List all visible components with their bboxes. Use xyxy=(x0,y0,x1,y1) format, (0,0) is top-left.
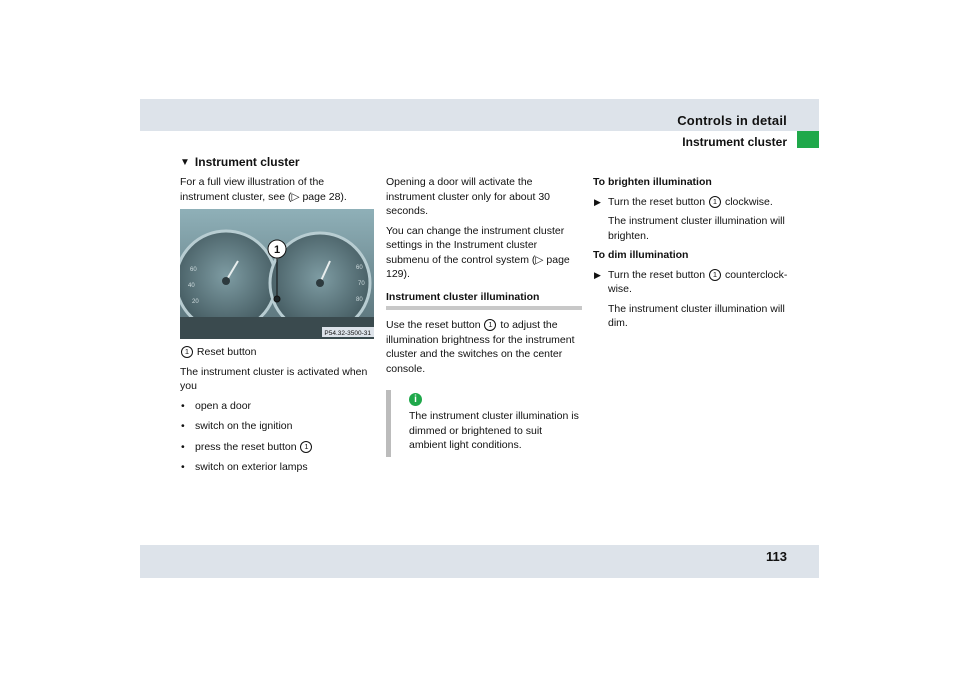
gauge-label: 60 xyxy=(356,265,363,271)
section-subtitle: Instrument cluster xyxy=(682,135,787,149)
instrument-cluster-photo xyxy=(180,209,374,339)
paragraph: Opening a door will activate the instrument cluster only for about 30 seconds. xyxy=(386,176,551,217)
triangle-down-icon: ▼ xyxy=(180,157,190,168)
callout-number: 1 xyxy=(484,319,496,331)
gauge-label: 60 xyxy=(190,267,197,273)
info-note xyxy=(386,390,582,457)
step-heading: To brighten illumination xyxy=(593,176,712,188)
info-icon: i xyxy=(409,393,422,406)
caption-text: Reset button xyxy=(196,346,257,358)
gauge-label: 80 xyxy=(356,297,363,303)
intro-text: For a full view illustration of the instrument cluster, see (▷ page 28). xyxy=(180,176,347,203)
step-result: The instrument cluster illumination will brighten. xyxy=(608,215,785,242)
page-number: 113 xyxy=(766,549,787,564)
list-item: ▶ Turn the reset button 1 counterclock-wise. xyxy=(594,268,788,295)
list-item: • open a door xyxy=(180,399,376,414)
column-1 xyxy=(180,175,376,481)
list-item: • press the reset button 1 xyxy=(180,440,376,455)
list-item: • switch on the ignition xyxy=(180,419,376,434)
section-heading xyxy=(180,155,300,169)
step-heading: To dim illumination xyxy=(593,249,689,261)
section-tab-marker xyxy=(797,131,819,148)
footer-bar xyxy=(140,545,819,578)
callout-number: 1 xyxy=(709,269,721,281)
column-2 xyxy=(386,175,582,457)
figure-code: P54.32-3500-31 xyxy=(324,330,371,337)
step-result: The instrument cluster illumination will dim. xyxy=(608,302,785,329)
paragraph: Use the reset button 1 to adjust the illumination brightness for the instrument cluster and the switches on the center console. xyxy=(386,319,575,375)
callout-number: 1 xyxy=(709,196,721,208)
activation-list xyxy=(180,399,376,475)
list-item: • switch on exterior lamps xyxy=(180,460,376,475)
gauge-label: 70 xyxy=(358,281,365,287)
figure-caption xyxy=(180,345,376,360)
callout-number: 1 xyxy=(181,346,193,358)
column-3 xyxy=(593,175,793,336)
arrow-right-icon: ▶ xyxy=(594,269,601,280)
instrument-cluster-figure xyxy=(180,209,374,339)
subheading: Instrument cluster illumination xyxy=(386,290,582,311)
gauge-label: 40 xyxy=(188,283,195,289)
section-heading-text: Instrument cluster xyxy=(194,155,300,169)
gauge-label: 20 xyxy=(192,299,199,305)
callout-number: 1 xyxy=(300,441,312,453)
arrow-right-icon: ▶ xyxy=(594,196,601,207)
chapter-title: Controls in detail xyxy=(677,113,787,128)
list-item: ▶ Turn the reset button 1 clockwise. xyxy=(594,195,773,208)
activation-text: The instrument cluster is activated when you xyxy=(180,365,368,392)
paragraph: You can change the instrument cluster settings in the Instrument cluster submenu of the control system (▷ page 129). xyxy=(386,224,570,280)
info-text: The instrument cluster illumination is dimmed or brightened to suit ambient light conditions. xyxy=(409,410,579,451)
steps-dim xyxy=(593,268,793,297)
figure-callout-1: 1 xyxy=(273,244,281,256)
steps-brighten xyxy=(593,195,793,210)
